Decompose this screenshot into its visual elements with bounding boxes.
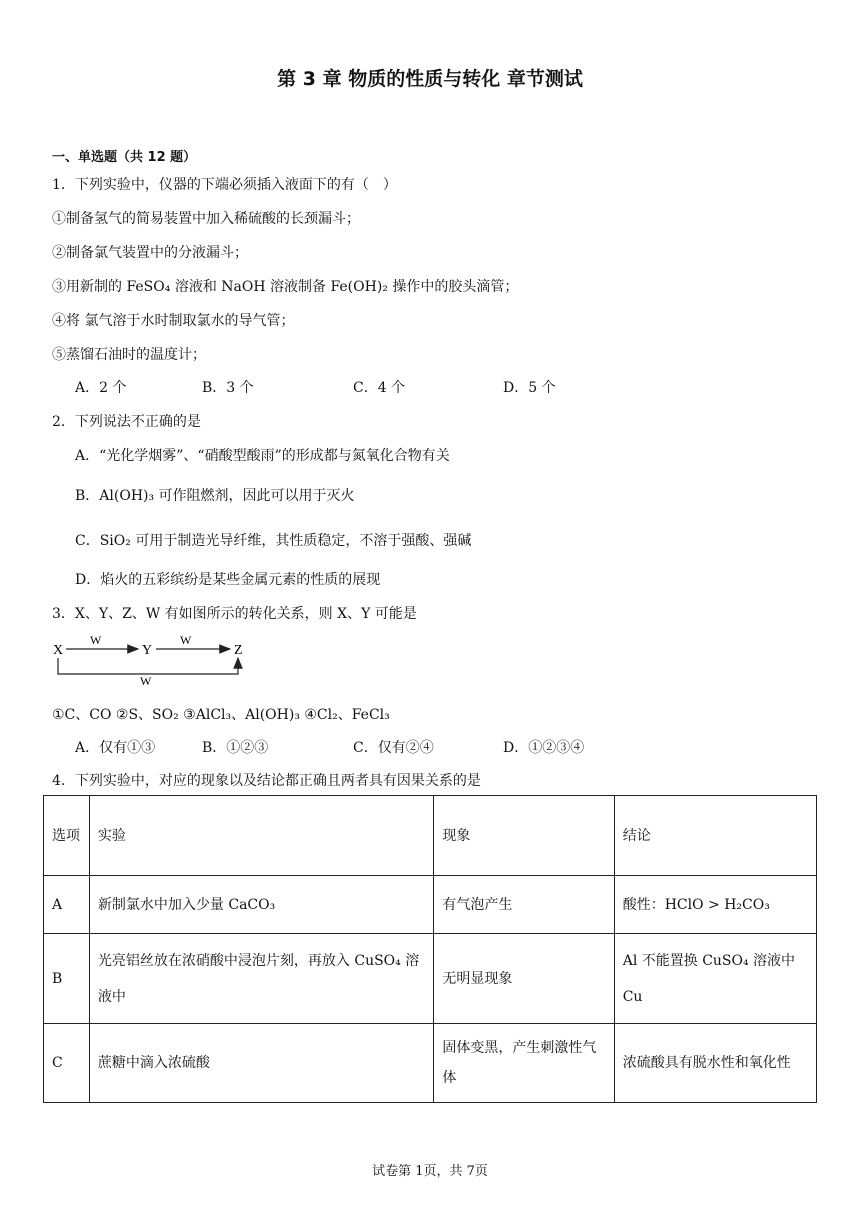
q1-option-c[interactable]: C．4 个	[353, 380, 406, 396]
table-row	[44, 934, 817, 1024]
page-title: 第 3 章 物质的性质与转化 章节测试	[277, 68, 583, 90]
q3-option-a[interactable]: A．仅有①③	[75, 740, 156, 756]
q1-item-2: ②制备氯气装置中的分液漏斗；	[52, 245, 248, 261]
q1-item-4: ④将 氯气溶于水时制取氯水的导气管；	[52, 313, 295, 329]
q3-stem: 3．X、Y、Z、W 有如图所示的转化关系，则 X、Y 可能是	[52, 606, 417, 622]
q1-item-1: ①制备氢气的简易装置中加入稀硫酸的长颈漏斗；	[52, 211, 360, 227]
q2-option-a[interactable]: A．“光化学烟雾”、“硝酸型酸雨”的形成都与氮氧化合物有关	[75, 448, 450, 464]
q4-stem: 4．下列实验中，对应的现象以及结论都正确且两者具有因果关系的是	[52, 773, 481, 789]
diagram-node-x: X	[53, 643, 64, 658]
cell-phenomenon: 有气泡产生	[434, 876, 614, 934]
q1-stem: 1．下列实验中，仪器的下端必须插入液面下的有（ ）	[52, 177, 397, 193]
table-row	[44, 1024, 817, 1103]
header-conclusion: 结论	[614, 796, 816, 876]
q3-option-b[interactable]: B．①②③	[202, 740, 269, 756]
cell-option: B	[44, 934, 90, 1024]
q1-item-3: ③用新制的 FeSO₄ 溶液和 NaOH 溶液制备 Fe(OH)₂ 操作中的胶头滴管；	[52, 279, 519, 295]
arrow-label-w3: W	[140, 674, 152, 685]
q2-stem: 2．下列说法不正确的是	[52, 414, 201, 430]
diagram-node-y: Y	[142, 643, 153, 658]
q3-choices: ①C、CO ②S、SO₂ ③AlCl₃、Al(OH)₃ ④Cl₂、FeCl₃	[52, 707, 390, 723]
q2-option-d[interactable]: D．焰火的五彩缤纷是某些金属元素的性质的展现	[75, 572, 381, 588]
q3-transformation-diagram	[50, 630, 260, 685]
cell-conclusion: Al 不能置换 CuSO₄ 溶液中 Cu	[614, 934, 816, 1024]
q1-item-5: ⑤蒸馏石油时的温度计；	[52, 347, 206, 363]
header-option: 选项	[44, 796, 90, 876]
q2-option-b[interactable]: B．Al(OH)₃ 可作阻燃剂，因此可以用于灭火	[75, 488, 355, 504]
header-experiment: 实验	[89, 796, 434, 876]
cell-option: A	[44, 876, 90, 934]
cell-experiment: 蔗糖中滴入浓硫酸	[89, 1024, 434, 1103]
page-footer: 试卷第 1页，共 7页	[372, 1164, 488, 1179]
table-header-row	[44, 796, 817, 876]
cell-conclusion: 浓硫酸具有脱水性和氧化性	[614, 1024, 816, 1103]
header-phenomenon: 现象	[434, 796, 614, 876]
table-row	[44, 876, 817, 934]
cell-experiment: 光亮铝丝放在浓硝酸中浸泡片刻，再放入 CuSO₄ 溶液中	[89, 934, 434, 1024]
q4-table	[43, 795, 817, 1103]
cell-experiment: 新制氯水中加入少量 CaCO₃	[89, 876, 434, 934]
cell-phenomenon: 固体变黑，产生刺激性气体	[434, 1024, 614, 1103]
cell-phenomenon: 无明显现象	[434, 934, 614, 1024]
q2-option-c[interactable]: C．SiO₂ 可用于制造光导纤维，其性质稳定，不溶于强酸、强碱	[75, 533, 472, 549]
q1-option-d[interactable]: D．5 个	[503, 380, 556, 396]
diagram-node-z: Z	[234, 643, 243, 658]
arrow-label-w2: W	[180, 633, 192, 647]
q3-option-d[interactable]: D．①②③④	[503, 740, 585, 756]
arrow-x-to-z	[58, 658, 238, 674]
section-heading: 一、单选题（共 12 题）	[52, 150, 197, 165]
cell-option: C	[44, 1024, 90, 1103]
cell-conclusion: 酸性：HClO > H₂CO₃	[614, 876, 816, 934]
q1-option-b[interactable]: B．3 个	[202, 380, 254, 396]
q3-option-c[interactable]: C．仅有②④	[353, 740, 434, 756]
q1-option-a[interactable]: A．2 个	[75, 380, 127, 396]
arrow-label-w1: W	[90, 633, 102, 647]
